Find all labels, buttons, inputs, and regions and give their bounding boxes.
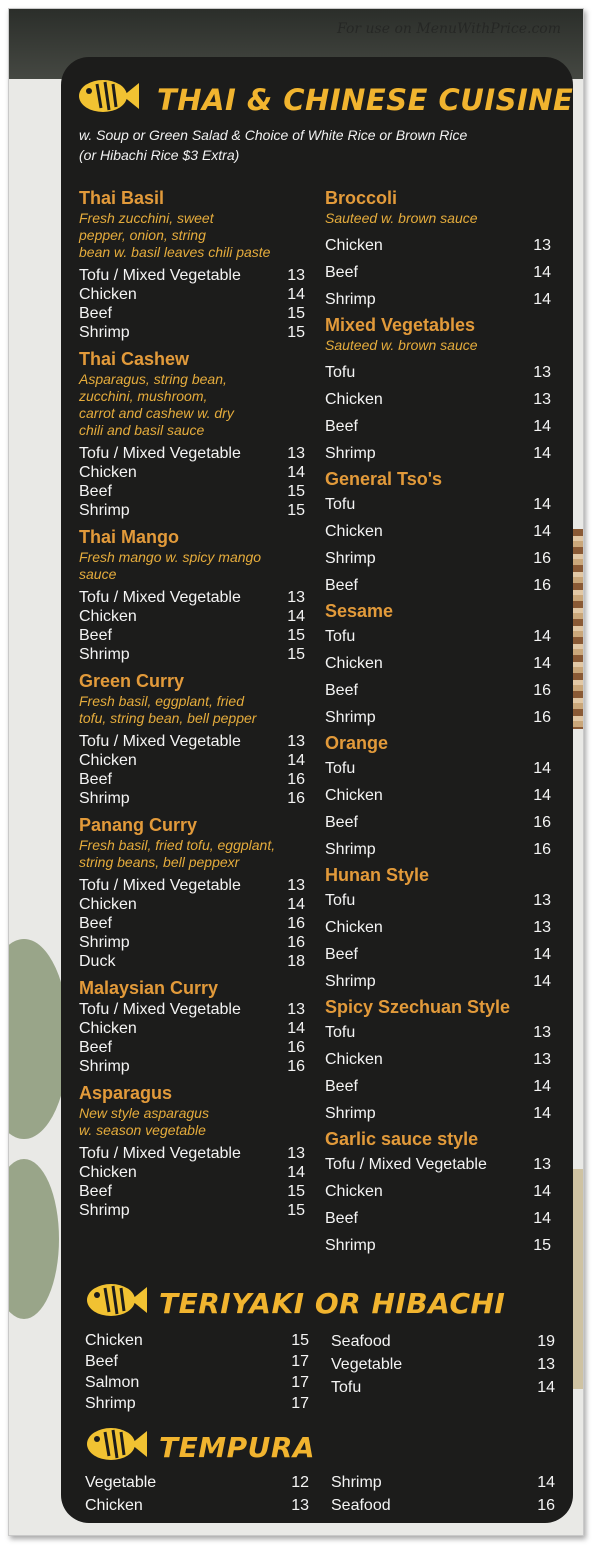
- option-price: 13: [533, 237, 551, 254]
- option-price: 15: [287, 305, 305, 322]
- price-row: [325, 1100, 551, 1127]
- price-list: [325, 491, 551, 599]
- dish-description: sauce: [79, 566, 117, 582]
- option-label: Chicken: [85, 1497, 143, 1514]
- price-row: [79, 1019, 305, 1038]
- option-label: Salmon: [85, 1374, 140, 1391]
- option-price: 16: [287, 915, 305, 932]
- option-label: Tofu / Mixed Vegetable: [325, 1156, 487, 1173]
- background-leaf: [8, 1159, 59, 1319]
- menu-item: [79, 187, 305, 342]
- price-row: [79, 1163, 305, 1182]
- option-price: 16: [533, 841, 551, 858]
- option-price: 14: [533, 655, 551, 672]
- price-row: [325, 941, 551, 968]
- option-label: Tofu / Mixed Vegetable: [79, 267, 241, 284]
- price-row: [79, 770, 305, 789]
- fish-icon: [83, 1423, 149, 1465]
- price-row: [79, 789, 305, 808]
- option-label: Shrimp: [331, 1474, 382, 1491]
- option-label: Chicken: [325, 919, 383, 936]
- dish-description: Fresh basil, eggplant, fried: [79, 693, 244, 709]
- option-label: Shrimp: [325, 1105, 376, 1122]
- option-label: Chicken: [85, 1332, 143, 1349]
- price-row: [79, 323, 305, 342]
- dish-description: Sauteed w. brown sauce: [325, 210, 478, 226]
- price-row: [79, 751, 305, 770]
- option-price: 13: [533, 364, 551, 381]
- option-price: 14: [537, 1379, 555, 1396]
- option-label: Shrimp: [325, 445, 376, 462]
- price-row: [325, 836, 551, 863]
- option-price: 14: [287, 1164, 305, 1181]
- option-price: 14: [533, 628, 551, 645]
- price-row: [79, 895, 305, 914]
- option-price: 14: [533, 946, 551, 963]
- option-price: 15: [287, 483, 305, 500]
- option-price: 14: [287, 286, 305, 303]
- price-list: [79, 588, 305, 664]
- price-row: [331, 1376, 555, 1399]
- option-price: 14: [533, 1183, 551, 1200]
- section-title-tempura: TEMPURA: [159, 1431, 316, 1464]
- option-label: Tofu: [325, 496, 356, 513]
- option-price: 14: [537, 1474, 555, 1491]
- option-price: 17: [291, 1353, 309, 1370]
- menu-item: [79, 526, 305, 664]
- option-price: 13: [287, 445, 305, 462]
- option-label: Shrimp: [79, 646, 130, 663]
- option-label: Beef: [79, 483, 112, 500]
- option-label: Chicken: [79, 608, 137, 625]
- option-label: Shrimp: [79, 790, 130, 807]
- price-row: [85, 1494, 309, 1517]
- price-row: [325, 545, 551, 572]
- tempura-right-column: [331, 1471, 555, 1517]
- price-row: [331, 1494, 555, 1517]
- option-price: 14: [533, 973, 551, 990]
- option-label: Chicken: [79, 464, 137, 481]
- option-label: Beef: [85, 1353, 118, 1370]
- option-label: Shrimp: [325, 1237, 376, 1254]
- option-price: 14: [533, 264, 551, 281]
- dish-name: Orange: [325, 733, 389, 753]
- option-label: Shrimp: [79, 502, 130, 519]
- menu-item: [79, 814, 305, 971]
- option-label: Chicken: [325, 523, 383, 540]
- option-price: 13: [533, 919, 551, 936]
- option-label: Tofu: [325, 1024, 356, 1041]
- option-price: 16: [287, 771, 305, 788]
- option-label: Shrimp: [79, 1058, 130, 1075]
- price-row: [325, 782, 551, 809]
- option-label: Shrimp: [325, 709, 376, 726]
- price-row: [331, 1330, 555, 1353]
- dish-name: Mixed Vegetables: [325, 315, 476, 335]
- option-price: 13: [291, 1497, 309, 1514]
- option-label: Chicken: [325, 787, 383, 804]
- option-price: 13: [533, 1051, 551, 1068]
- option-label: Beef: [325, 814, 358, 831]
- price-row: [79, 933, 305, 952]
- price-row: [325, 704, 551, 731]
- price-row: [325, 491, 551, 518]
- menu-item: [325, 732, 551, 863]
- price-row: [79, 588, 305, 607]
- option-label: Tofu: [325, 364, 356, 381]
- dish-name: Malaysian Curry: [79, 978, 219, 998]
- option-label: Tofu: [325, 892, 356, 909]
- price-list: [79, 876, 305, 971]
- option-price: 16: [537, 1497, 555, 1514]
- subtitle-line: (or Hibachi Rice $3 Extra): [79, 147, 240, 163]
- price-row: [79, 732, 305, 751]
- option-price: 13: [287, 267, 305, 284]
- dish-description: Asparagus, string bean,: [79, 371, 227, 387]
- menu-item: [79, 1082, 305, 1220]
- option-price: 19: [537, 1333, 555, 1350]
- price-row: [325, 572, 551, 599]
- option-price: 13: [287, 1145, 305, 1162]
- subtitle-line: w. Soup or Green Salad & Choice of White Rice or Brown Rice: [79, 127, 468, 143]
- option-price: 14: [533, 418, 551, 435]
- option-label: Beef: [325, 946, 358, 963]
- price-row: [79, 1182, 305, 1201]
- option-price: 14: [533, 445, 551, 462]
- dish-name: Garlic sauce style: [325, 1129, 479, 1149]
- menu-item: [325, 314, 551, 467]
- price-row: [325, 359, 551, 386]
- price-row: [325, 650, 551, 677]
- price-row: [79, 444, 305, 463]
- price-row: [79, 876, 305, 895]
- option-price: 16: [287, 934, 305, 951]
- price-row: [85, 1393, 309, 1414]
- price-row: [325, 518, 551, 545]
- option-price: 16: [287, 790, 305, 807]
- option-price: 14: [533, 1210, 551, 1227]
- price-list: [325, 1151, 551, 1259]
- price-row: [79, 607, 305, 626]
- price-row: [325, 386, 551, 413]
- price-list: [79, 444, 305, 520]
- option-label: Duck: [79, 953, 116, 970]
- price-row: [325, 623, 551, 650]
- option-label: Tofu / Mixed Vegetable: [79, 589, 241, 606]
- section-title-teriyaki: TERIYAKI OR HIBACHI: [159, 1287, 506, 1320]
- option-price: 13: [287, 1001, 305, 1018]
- option-label: Shrimp: [325, 841, 376, 858]
- option-price: 15: [287, 627, 305, 644]
- dish-description: Fresh mango w. spicy mango: [79, 549, 262, 565]
- option-label: Chicken: [325, 1183, 383, 1200]
- dish-description: carrot and cashew w. dry: [79, 405, 234, 421]
- option-price: 14: [287, 608, 305, 625]
- option-label: Tofu: [325, 628, 356, 645]
- option-label: Beef: [325, 1078, 358, 1095]
- price-row: [79, 304, 305, 323]
- option-price: 16: [533, 577, 551, 594]
- price-row: [325, 413, 551, 440]
- menu-item: [325, 468, 551, 599]
- dish-name: Sesame: [325, 601, 394, 621]
- option-label: Beef: [325, 682, 358, 699]
- option-price: 15: [287, 502, 305, 519]
- option-price: 14: [287, 1020, 305, 1037]
- dish-description: Fresh basil, fried tofu, eggplant,: [79, 837, 276, 853]
- option-label: Shrimp: [79, 324, 130, 341]
- price-row: [79, 1038, 305, 1057]
- menu-item: [325, 600, 551, 731]
- watermark: For use on MenuWithPrice.com: [337, 21, 561, 37]
- option-price: 13: [287, 589, 305, 606]
- right-menu-column: [325, 187, 551, 1260]
- price-row: [325, 440, 551, 467]
- dish-description: New style asparagus: [79, 1105, 209, 1121]
- option-label: Tofu: [331, 1379, 362, 1396]
- option-label: Chicken: [79, 286, 137, 303]
- price-row: [325, 286, 551, 313]
- option-price: 15: [533, 1237, 551, 1254]
- menu-item: [325, 1128, 551, 1259]
- price-row: [325, 1205, 551, 1232]
- dish-name: Thai Mango: [79, 527, 179, 547]
- option-price: 14: [533, 1105, 551, 1122]
- dish-name: General Tso's: [325, 469, 442, 489]
- dish-description: w. season vegetable: [79, 1122, 206, 1138]
- dish-description: pepper, onion, string: [79, 227, 206, 243]
- option-price: 14: [533, 787, 551, 804]
- option-label: Beef: [325, 577, 358, 594]
- menu-item: [79, 348, 305, 520]
- option-price: 18: [287, 953, 305, 970]
- section-subtitle: [79, 125, 559, 165]
- option-label: Shrimp: [325, 550, 376, 567]
- option-price: 14: [533, 496, 551, 513]
- price-row: [79, 626, 305, 645]
- option-label: Tofu / Mixed Vegetable: [79, 1145, 241, 1162]
- option-label: Seafood: [331, 1497, 391, 1514]
- fish-icon: [75, 75, 141, 117]
- price-row: [325, 677, 551, 704]
- option-price: 15: [287, 324, 305, 341]
- price-row: [325, 1232, 551, 1259]
- menu-item: [79, 670, 305, 808]
- menu-item: [325, 996, 551, 1127]
- price-row: [79, 952, 305, 971]
- menu-card: [61, 57, 573, 1523]
- dish-name: Hunan Style: [325, 865, 430, 885]
- dish-name: Spicy Szechuan Style: [325, 997, 511, 1017]
- price-list: [325, 1019, 551, 1127]
- option-label: Shrimp: [325, 973, 376, 990]
- price-row: [79, 482, 305, 501]
- option-price: 14: [287, 464, 305, 481]
- price-list: [325, 359, 551, 467]
- price-row: [85, 1372, 309, 1393]
- menu-item: [325, 187, 551, 313]
- option-price: 12: [291, 1474, 309, 1491]
- price-row: [325, 1046, 551, 1073]
- section-title-main: THAI & CHINESE CUISINE: [157, 83, 573, 117]
- option-label: Shrimp: [85, 1395, 136, 1412]
- price-row: [331, 1471, 555, 1494]
- price-row: [325, 1151, 551, 1178]
- option-label: Chicken: [79, 896, 137, 913]
- dish-name: Green Curry: [79, 671, 185, 691]
- option-price: 14: [287, 896, 305, 913]
- option-label: Beef: [79, 627, 112, 644]
- background-leaf: [8, 939, 69, 1139]
- option-price: 16: [287, 1039, 305, 1056]
- price-row: [79, 1000, 305, 1019]
- option-price: 15: [287, 1202, 305, 1219]
- price-row: [79, 645, 305, 664]
- option-label: Beef: [79, 915, 112, 932]
- option-price: 14: [533, 291, 551, 308]
- menu-photo: [8, 8, 584, 1536]
- option-label: Chicken: [79, 752, 137, 769]
- price-list: [79, 1000, 305, 1076]
- teriyaki-right-column: [331, 1330, 555, 1399]
- price-row: [325, 1019, 551, 1046]
- price-list: [79, 1144, 305, 1220]
- option-label: Beef: [79, 771, 112, 788]
- dish-description: Sauteed w. brown sauce: [325, 337, 478, 353]
- price-list: [325, 623, 551, 731]
- price-row: [85, 1330, 309, 1351]
- option-price: 17: [291, 1374, 309, 1391]
- left-menu-column: [79, 187, 305, 1226]
- price-list: [79, 266, 305, 342]
- price-row: [325, 1073, 551, 1100]
- option-price: 13: [287, 877, 305, 894]
- dish-name: Thai Basil: [79, 188, 165, 208]
- option-label: Tofu / Mixed Vegetable: [79, 1001, 241, 1018]
- option-label: Tofu: [325, 760, 356, 777]
- option-price: 13: [533, 1156, 551, 1173]
- price-list: [325, 755, 551, 863]
- price-row: [325, 259, 551, 286]
- option-price: 14: [533, 1078, 551, 1095]
- option-label: Chicken: [325, 655, 383, 672]
- teriyaki-left-column: [85, 1330, 309, 1414]
- price-row: [85, 1351, 309, 1372]
- option-price: 16: [533, 814, 551, 831]
- dish-description: string beans, bell peppexr: [79, 854, 240, 870]
- option-label: Chicken: [325, 1051, 383, 1068]
- option-label: Tofu / Mixed Vegetable: [79, 877, 241, 894]
- option-label: Chicken: [325, 391, 383, 408]
- option-label: Beef: [325, 264, 358, 281]
- dish-description: chili and basil sauce: [79, 422, 205, 438]
- dish-description: zucchini, mushroom,: [79, 388, 208, 404]
- menu-item: [325, 864, 551, 995]
- price-row: [79, 266, 305, 285]
- option-price: 15: [287, 1183, 305, 1200]
- option-label: Tofu / Mixed Vegetable: [79, 733, 241, 750]
- option-price: 16: [287, 1058, 305, 1075]
- option-price: 13: [287, 733, 305, 750]
- option-price: 14: [533, 523, 551, 540]
- price-row: [79, 1201, 305, 1220]
- dish-description: tofu, string bean, bell pepper: [79, 710, 257, 726]
- price-row: [85, 1471, 309, 1494]
- option-price: 13: [537, 1356, 555, 1373]
- dish-name: Broccoli: [325, 188, 398, 208]
- price-list: [79, 732, 305, 808]
- option-label: Beef: [79, 1183, 112, 1200]
- option-label: Beef: [79, 305, 112, 322]
- option-label: Chicken: [79, 1164, 137, 1181]
- price-row: [79, 1144, 305, 1163]
- option-label: Shrimp: [325, 291, 376, 308]
- price-list: [325, 887, 551, 995]
- option-label: Chicken: [79, 1020, 137, 1037]
- option-label: Beef: [79, 1039, 112, 1056]
- option-label: Shrimp: [79, 934, 130, 951]
- option-label: Seafood: [331, 1333, 391, 1350]
- price-list: [325, 232, 551, 313]
- option-price: 13: [533, 391, 551, 408]
- dish-name: Asparagus: [79, 1083, 173, 1103]
- option-label: Beef: [325, 418, 358, 435]
- option-label: Shrimp: [79, 1202, 130, 1219]
- option-label: Vegetable: [85, 1474, 157, 1491]
- option-label: Tofu / Mixed Vegetable: [79, 445, 241, 462]
- option-price: 14: [533, 760, 551, 777]
- dish-name: Thai Cashew: [79, 349, 190, 369]
- option-price: 16: [533, 682, 551, 699]
- menu-item: [79, 977, 305, 1076]
- price-row: [79, 1057, 305, 1076]
- price-row: [325, 232, 551, 259]
- option-price: 13: [533, 892, 551, 909]
- dish-description: Fresh zucchini, sweet: [79, 210, 214, 226]
- option-price: 13: [533, 1024, 551, 1041]
- option-price: 16: [533, 709, 551, 726]
- price-row: [79, 463, 305, 482]
- option-price: 15: [291, 1332, 309, 1349]
- price-row: [325, 809, 551, 836]
- tempura-left-column: [85, 1471, 309, 1517]
- option-label: Vegetable: [331, 1356, 403, 1373]
- price-row: [325, 914, 551, 941]
- option-label: Chicken: [325, 237, 383, 254]
- option-label: Beef: [325, 1210, 358, 1227]
- fish-icon: [83, 1279, 149, 1321]
- price-row: [79, 501, 305, 520]
- option-price: 14: [287, 752, 305, 769]
- price-row: [79, 285, 305, 304]
- option-price: 15: [287, 646, 305, 663]
- price-row: [79, 914, 305, 933]
- option-price: 17: [291, 1395, 309, 1412]
- price-row: [325, 755, 551, 782]
- dish-description: bean w. basil leaves chili paste: [79, 244, 271, 260]
- dish-name: Panang Curry: [79, 815, 198, 835]
- option-price: 16: [533, 550, 551, 567]
- price-row: [331, 1353, 555, 1376]
- price-row: [325, 968, 551, 995]
- price-row: [325, 887, 551, 914]
- price-row: [325, 1178, 551, 1205]
